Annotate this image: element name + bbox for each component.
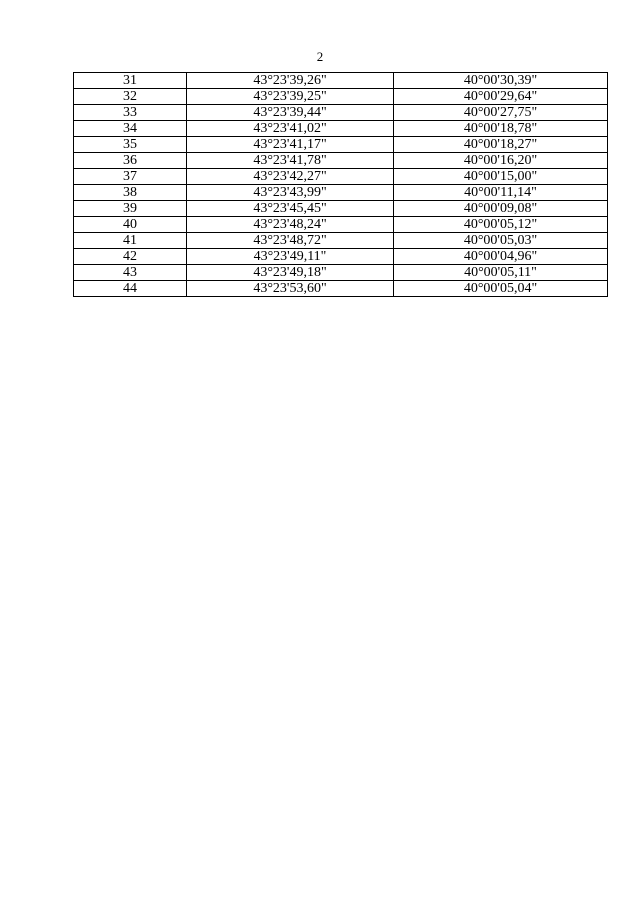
table-row bbox=[74, 153, 608, 169]
point-number-cell: 40 bbox=[74, 217, 187, 233]
point-number-cell: 37 bbox=[74, 169, 187, 185]
point-number-cell: 44 bbox=[74, 281, 187, 297]
latitude-cell: 43°23'41,02" bbox=[187, 121, 394, 137]
table-row bbox=[74, 281, 608, 297]
longitude-cell: 40°00'18,27" bbox=[394, 137, 608, 153]
point-number-cell: 38 bbox=[74, 185, 187, 201]
longitude-cell: 40°00'09,08" bbox=[394, 201, 608, 217]
table-row bbox=[74, 105, 608, 121]
longitude-cell: 40°00'29,64" bbox=[394, 89, 608, 105]
point-number-cell: 42 bbox=[74, 249, 187, 265]
latitude-cell: 43°23'53,60" bbox=[187, 281, 394, 297]
longitude-cell: 40°00'05,03" bbox=[394, 233, 608, 249]
latitude-cell: 43°23'39,44" bbox=[187, 105, 394, 121]
latitude-cell: 43°23'48,24" bbox=[187, 217, 394, 233]
table-row bbox=[74, 265, 608, 281]
point-number-cell: 36 bbox=[74, 153, 187, 169]
table-row bbox=[74, 121, 608, 137]
latitude-cell: 43°23'43,99" bbox=[187, 185, 394, 201]
point-number-cell: 41 bbox=[74, 233, 187, 249]
table-row bbox=[74, 73, 608, 89]
page-number: 2 bbox=[316, 49, 324, 64]
latitude-cell: 43°23'41,17" bbox=[187, 137, 394, 153]
longitude-cell: 40°00'05,11" bbox=[394, 265, 608, 281]
latitude-cell: 43°23'45,45" bbox=[187, 201, 394, 217]
table-row bbox=[74, 217, 608, 233]
point-number-cell: 34 bbox=[74, 121, 187, 137]
table-row bbox=[74, 201, 608, 217]
point-number-cell: 35 bbox=[74, 137, 187, 153]
point-number-cell: 39 bbox=[74, 201, 187, 217]
longitude-cell: 40°00'16,20" bbox=[394, 153, 608, 169]
point-number-cell: 32 bbox=[74, 89, 187, 105]
table-row bbox=[74, 89, 608, 105]
coordinates-table bbox=[73, 72, 608, 297]
longitude-cell: 40°00'05,12" bbox=[394, 217, 608, 233]
table-row bbox=[74, 137, 608, 153]
latitude-cell: 43°23'48,72" bbox=[187, 233, 394, 249]
longitude-cell: 40°00'04,96" bbox=[394, 249, 608, 265]
point-number-cell: 31 bbox=[74, 73, 187, 89]
longitude-cell: 40°00'05,04" bbox=[394, 281, 608, 297]
latitude-cell: 43°23'42,27" bbox=[187, 169, 394, 185]
longitude-cell: 40°00'27,75" bbox=[394, 105, 608, 121]
latitude-cell: 43°23'41,78" bbox=[187, 153, 394, 169]
table-row bbox=[74, 169, 608, 185]
latitude-cell: 43°23'49,11" bbox=[187, 249, 394, 265]
longitude-cell: 40°00'15,00" bbox=[394, 169, 608, 185]
point-number-cell: 43 bbox=[74, 265, 187, 281]
table-row bbox=[74, 249, 608, 265]
longitude-cell: 40°00'30,39" bbox=[394, 73, 608, 89]
table-row bbox=[74, 233, 608, 249]
latitude-cell: 43°23'39,25" bbox=[187, 89, 394, 105]
point-number-cell: 33 bbox=[74, 105, 187, 121]
latitude-cell: 43°23'39,26" bbox=[187, 73, 394, 89]
longitude-cell: 40°00'11,14" bbox=[394, 185, 608, 201]
latitude-cell: 43°23'49,18" bbox=[187, 265, 394, 281]
table-row bbox=[74, 185, 608, 201]
longitude-cell: 40°00'18,78" bbox=[394, 121, 608, 137]
